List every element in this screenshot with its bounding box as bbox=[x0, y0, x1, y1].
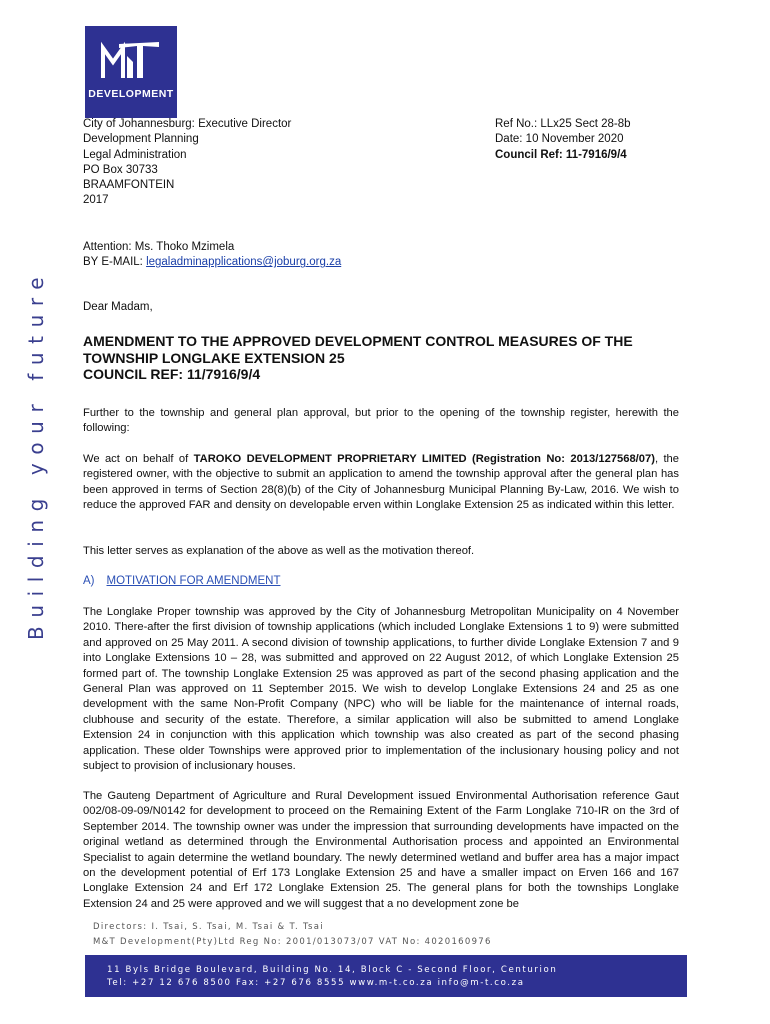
paragraph-gauteng: The Gauteng Department of Agriculture and Rural Development issued Environmental Authorisation reference Gaut 002/08-09-09/N0142 for development to proceed on the Remaining Extent of the Farm Longlake 710-IR on the 3rd of September 2014. The township owner was under the impression that surrounding developments have impacted on the original wetland as determined through the Environmental Authorisation process and appointed an Environmental Specialist to again determine the wetland boundary. The newly determined wetland and buffer area has a major impact on the development potential of Erf 173 Longlake Extension 25 and have a smaller impact on Erven 166 and 167 Longlake Extension 24 and Erf 172 Longlake Extension 25. The general plans for both the townships Longlake Extension 24 and 25 were approved and we will suggest that a no development zone be bbox=[83, 790, 679, 910]
company-name: TAROKO DEVELOPMENT PROPRIETARY LIMITED (Registration No: 2013/127568/07) bbox=[193, 453, 655, 465]
vertical-slogan: Building your future bbox=[24, 268, 48, 640]
paragraph-intro: Further to the township and general plan approval, but prior to the opening of the township register, herewith the following: bbox=[83, 407, 679, 435]
address-line: City of Johannesburg: Executive Director bbox=[83, 118, 292, 130]
subject-heading bbox=[83, 333, 693, 383]
recipient-address bbox=[83, 117, 291, 209]
paragraph-text: , the registered owner, with the objective to submit an application to amend the township approval after the general plan has been approved in terms of Section 28(8)(b) of the City of Johannesburg Municipal Planning By-Law, 2016. We wish to reduce the approved FAR and density on developable erven within Longlake Extension 25 as indicated within this letter. bbox=[83, 453, 679, 512]
paragraph-text: We act on behalf of bbox=[83, 453, 194, 465]
address-line: PO Box 30733 bbox=[83, 163, 158, 176]
attention-block bbox=[83, 240, 341, 271]
subject-line: COUNCIL REF: 11/7916/9/4 bbox=[83, 366, 261, 382]
section-heading bbox=[83, 575, 281, 587]
email-link[interactable]: legaladminapplications@joburg.org.za bbox=[146, 256, 342, 269]
mt-monogram-icon bbox=[99, 38, 163, 82]
attention-line: Attention: Ms. Thoko Mzimela bbox=[83, 241, 235, 253]
company-logo bbox=[85, 26, 177, 118]
paragraph-explanation: This letter serves as explanation of the above as well as the motivation thereof. bbox=[83, 545, 475, 557]
subject-line: AMENDMENT TO THE APPROVED DEVELOPMENT CONTROL MEASURES OF THE bbox=[83, 333, 633, 349]
logo-text: DEVELOPMENT bbox=[88, 88, 174, 100]
address-line: BRAAMFONTEIN bbox=[83, 179, 175, 192]
section-label: A) bbox=[83, 575, 95, 587]
company-registration: M&T Development(Pty)Ltd Reg No: 2001/013073/07 VAT No: 4020160976 bbox=[93, 937, 492, 947]
council-ref: Council Ref: 11-7916/9/4 bbox=[495, 148, 627, 161]
footer-contact: Tel: +27 12 676 8500 Fax: +27 676 8555 www.m-t.co.za info@m-t.co.za bbox=[107, 978, 525, 988]
directors-line: Directors: I. Tsai, S. Tsai, M. Tsai & T. Tsai bbox=[93, 922, 324, 932]
footer-contact-bar bbox=[85, 955, 687, 997]
greeting: Dear Madam, bbox=[83, 301, 153, 313]
footer-directors bbox=[93, 920, 492, 950]
email-line bbox=[83, 255, 341, 270]
reference-block bbox=[495, 117, 631, 163]
ref-number: Ref No.: LLx25 Sect 28-8b bbox=[495, 118, 631, 130]
letter-date: Date: 10 November 2020 bbox=[495, 133, 624, 146]
paragraph-longlake: The Longlake Proper township was approved by the City of Johannesburg Metropolitan Municipality on 4 November 2010. There-after the first division of township applications (which included Longlake Extensions 1 to 9) were submitted and approved on 25 May 2011. A second division of township applications, to further divide Longlake Extension 7 and 9 into Longlake Extensions 10 – 28, was submitted and approved on 22 August 2012, of which Longlake Extension 25 formed part of. The township Longlake Extension 25 was approved as part of the second phasing application and the General Plan was approved on 11 September 2015. We wish to develop Longlake Extensions 24 and 25 as one development with the same Non-Profit Company (NPC) who will be liable for the maintenance of internal roads, clubhouse and security of the estate. Therefore, a similar application will also be submitted to amend Longlake Extension 24 in conjunction with this application which township was also created as part of the second phasing application. These older Townships were approved prior to implementation of the inclusionary housing policy and not subject to provision of inclusionary houses. bbox=[83, 606, 679, 773]
address-line: Development Planning bbox=[83, 133, 199, 146]
email-label: BY E-MAIL: bbox=[83, 256, 147, 269]
address-line: 2017 bbox=[83, 194, 109, 207]
paragraph-behalf bbox=[83, 452, 679, 514]
footer-address: 11 Byls Bridge Boulevard, Building No. 14, Block C - Second Floor, Centurion bbox=[107, 965, 558, 975]
section-title: MOTIVATION FOR AMENDMENT bbox=[106, 575, 281, 587]
address-line: Legal Administration bbox=[83, 148, 187, 161]
subject-line: TOWNSHIP LONGLAKE EXTENSION 25 bbox=[83, 349, 345, 366]
